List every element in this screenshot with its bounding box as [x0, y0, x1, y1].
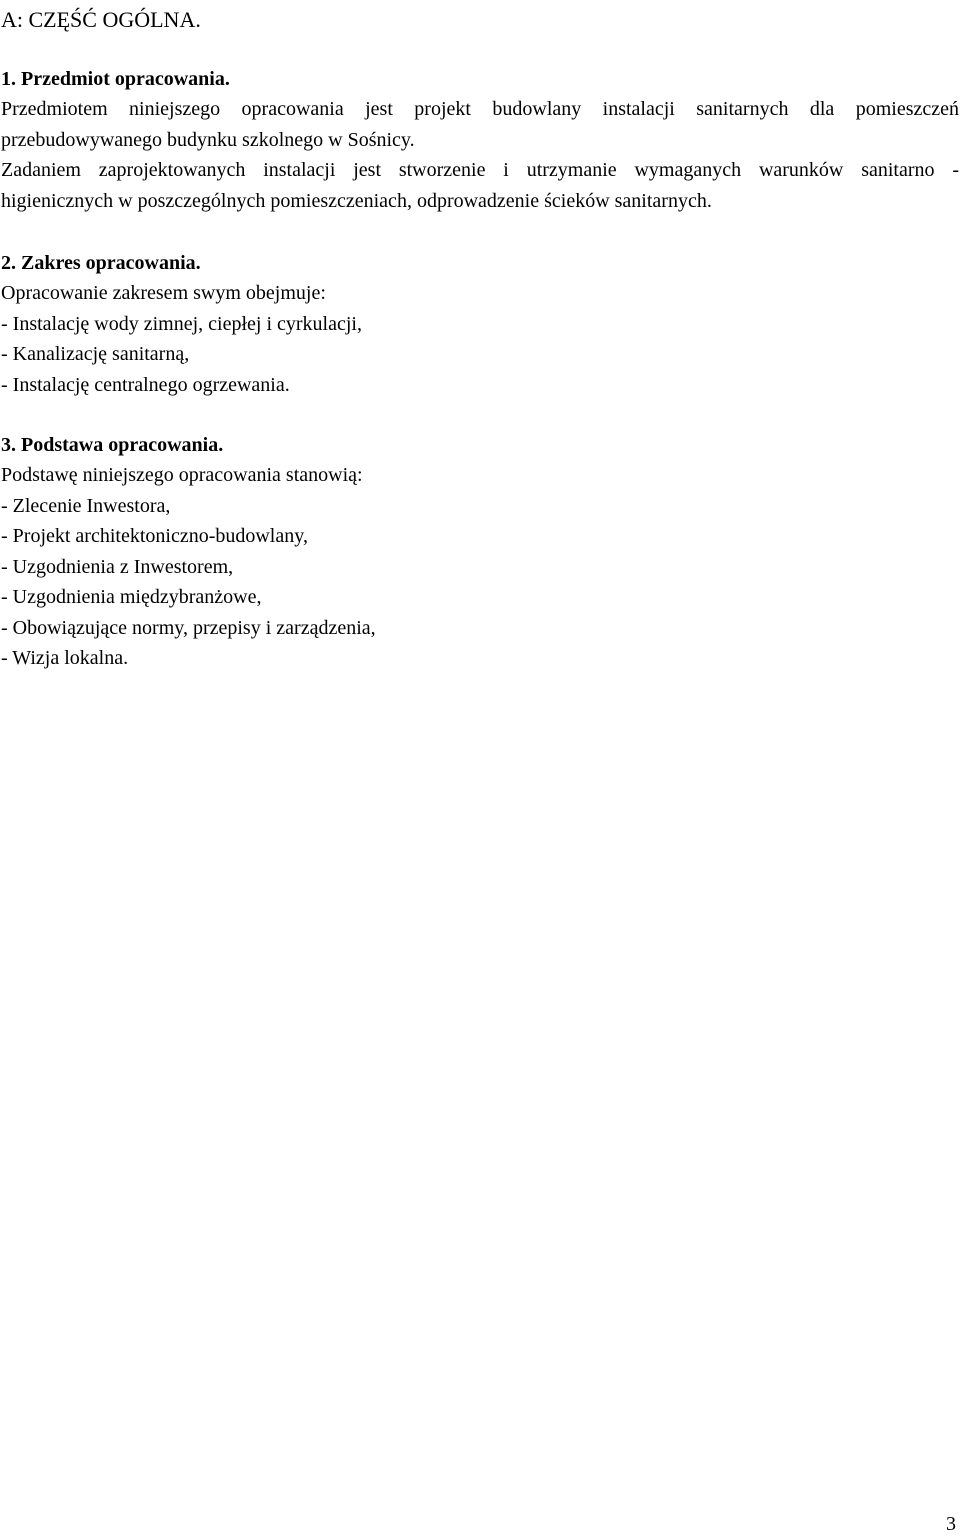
section-basis — [1, 430, 959, 674]
paragraph-line: Opracowanie zakresem swym obejmuje: — [1, 282, 326, 304]
list-item: - Zlecenie Inwestora, — [1, 494, 171, 517]
list-item: - Kanalizację sanitarną, — [1, 343, 190, 365]
paragraph-line: przebudowywanego budynku szkolnego w Sośnicy. — [1, 128, 415, 151]
list-item: - Instalację centralnego ogrzewania. — [1, 373, 290, 396]
paragraph-line: Przedmiotem niniejszego opracowania jest projekt budowlany instalacji sanitarnych dla pomieszczeń — [1, 98, 959, 120]
paragraph-line: Zadaniem zaprojektowanych instalacji jest stworzenie i utrzymanie wymaganych warunków sanitarno - — [1, 159, 959, 181]
list-item: - Uzgodnienia z Inwestorem, — [1, 555, 234, 578]
list-item: - Wizja lokalna. — [1, 647, 129, 669]
list-item: - Instalację wody zimnej, ciepłej i cyrkulacji, — [1, 312, 362, 335]
section-scope — [1, 248, 959, 400]
section-subject — [1, 64, 959, 216]
section-heading: 3. Podstawa opracowania. — [1, 434, 224, 456]
list-item: - Obowiązujące normy, przepisy i zarządzenia, — [1, 616, 376, 639]
page-number: 3 — [946, 1513, 956, 1535]
section-heading: 1. Przedmiot opracowania. — [1, 68, 230, 90]
list-item: - Uzgodnienia międzybranżowe, — [1, 586, 262, 608]
list-item: - Projekt architektoniczno-budowlany, — [1, 525, 308, 547]
section-heading: 2. Zakres opracowania. — [1, 252, 201, 274]
document-title: A: CZĘŚĆ OGÓLNA. — [1, 7, 201, 32]
paragraph-line: higienicznych w poszczególnych pomieszczeniach, odprowadzenie ścieków sanitarnych. — [1, 189, 712, 212]
paragraph-line: Podstawę niniejszego opracowania stanowią: — [1, 464, 363, 486]
